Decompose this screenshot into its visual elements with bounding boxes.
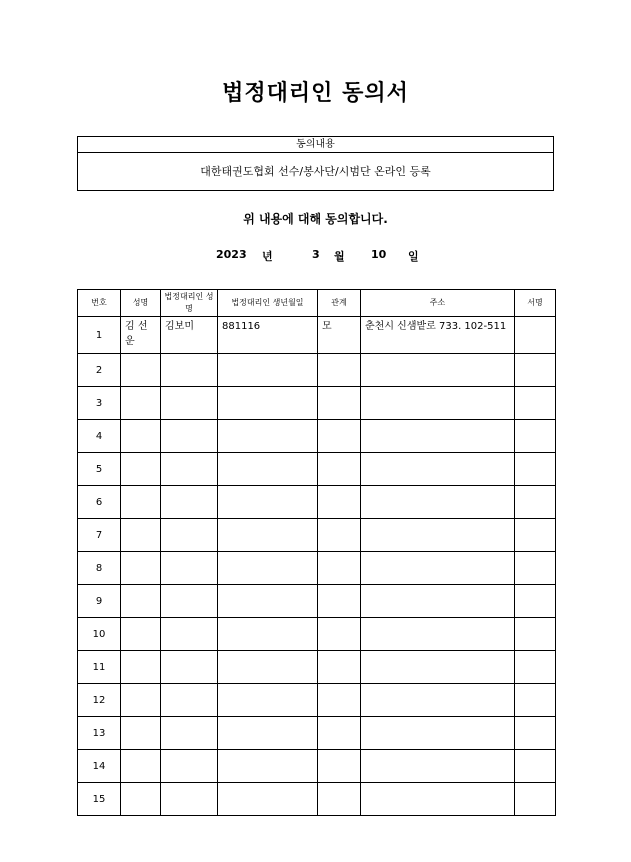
row-number: 4 bbox=[78, 420, 121, 453]
address bbox=[361, 783, 515, 816]
student-name bbox=[121, 717, 161, 750]
signature-cell bbox=[515, 317, 556, 354]
relation bbox=[318, 585, 361, 618]
address bbox=[361, 717, 515, 750]
guardian-birthdate bbox=[218, 684, 318, 717]
address bbox=[361, 453, 515, 486]
guardian-birthdate bbox=[218, 387, 318, 420]
table-header-row bbox=[78, 290, 556, 317]
student-name: 김 선 운 bbox=[121, 317, 161, 354]
address bbox=[361, 420, 515, 453]
signature-cell bbox=[515, 684, 556, 717]
consent-content: 대한태권도협회 선수/봉사단/시범단 온라인 등록 bbox=[200, 165, 431, 178]
table-row bbox=[78, 783, 556, 816]
date-day-unit: 일 bbox=[408, 250, 419, 263]
signature-cell bbox=[515, 354, 556, 387]
signature-cell bbox=[515, 783, 556, 816]
guardian-name bbox=[161, 354, 218, 387]
guardian-table bbox=[77, 289, 556, 816]
table-row bbox=[78, 684, 556, 717]
guardian-name bbox=[161, 684, 218, 717]
signature-cell bbox=[515, 618, 556, 651]
address bbox=[361, 552, 515, 585]
address bbox=[361, 387, 515, 420]
row-number: 10 bbox=[78, 618, 121, 651]
guardian-name bbox=[161, 486, 218, 519]
date-year: 2023 bbox=[216, 248, 247, 261]
guardian-name bbox=[161, 453, 218, 486]
table-row bbox=[78, 717, 556, 750]
guardian-birthdate bbox=[218, 783, 318, 816]
guardian-name bbox=[161, 420, 218, 453]
guardian-birthdate bbox=[218, 519, 318, 552]
signature-cell bbox=[515, 585, 556, 618]
consent-header: 동의내용 bbox=[78, 137, 553, 153]
address bbox=[361, 519, 515, 552]
student-name bbox=[121, 387, 161, 420]
relation bbox=[318, 717, 361, 750]
date-month: 3 bbox=[312, 248, 320, 261]
relation: 모 bbox=[318, 317, 361, 354]
relation bbox=[318, 519, 361, 552]
guardian-birthdate bbox=[218, 354, 318, 387]
date-day: 10 bbox=[371, 248, 387, 261]
signature-cell bbox=[515, 453, 556, 486]
row-number: 5 bbox=[78, 453, 121, 486]
signature-cell bbox=[515, 750, 556, 783]
signature-cell bbox=[515, 519, 556, 552]
row-number: 8 bbox=[78, 552, 121, 585]
address bbox=[361, 585, 515, 618]
signature-cell bbox=[515, 387, 556, 420]
header-guardian-name: 법정대리인 성명 bbox=[161, 290, 218, 317]
row-number: 13 bbox=[78, 717, 121, 750]
consent-box bbox=[77, 136, 554, 191]
relation bbox=[318, 618, 361, 651]
guardian-birthdate bbox=[218, 420, 318, 453]
row-number: 9 bbox=[78, 585, 121, 618]
guardian-birthdate bbox=[218, 585, 318, 618]
guardian-birthdate bbox=[218, 552, 318, 585]
agree-statement: 위 내용에 대해 동의합니다. bbox=[243, 212, 388, 226]
student-name bbox=[121, 420, 161, 453]
header-name: 성명 bbox=[121, 290, 161, 317]
row-number: 11 bbox=[78, 651, 121, 684]
guardian-name bbox=[161, 783, 218, 816]
header-signature: 서명 bbox=[515, 290, 556, 317]
table-row bbox=[78, 387, 556, 420]
guardian-name bbox=[161, 750, 218, 783]
table-row bbox=[78, 519, 556, 552]
student-name bbox=[121, 486, 161, 519]
relation bbox=[318, 354, 361, 387]
student-name bbox=[121, 519, 161, 552]
row-number: 12 bbox=[78, 684, 121, 717]
student-name bbox=[121, 750, 161, 783]
address bbox=[361, 651, 515, 684]
row-number: 14 bbox=[78, 750, 121, 783]
row-number: 1 bbox=[78, 317, 121, 354]
guardian-birthdate bbox=[218, 486, 318, 519]
signature-cell bbox=[515, 420, 556, 453]
relation bbox=[318, 486, 361, 519]
relation bbox=[318, 684, 361, 717]
guardian-name bbox=[161, 618, 218, 651]
table-row bbox=[78, 354, 556, 387]
relation bbox=[318, 453, 361, 486]
guardian-name bbox=[161, 651, 218, 684]
table-row bbox=[78, 585, 556, 618]
guardian-birthdate bbox=[218, 618, 318, 651]
header-address: 주소 bbox=[361, 290, 515, 317]
student-name bbox=[121, 552, 161, 585]
guardian-birthdate bbox=[218, 651, 318, 684]
relation bbox=[318, 420, 361, 453]
row-number: 15 bbox=[78, 783, 121, 816]
guardian-birthdate bbox=[218, 453, 318, 486]
signature-cell bbox=[515, 486, 556, 519]
student-name bbox=[121, 585, 161, 618]
header-relation: 관계 bbox=[318, 290, 361, 317]
address bbox=[361, 684, 515, 717]
relation bbox=[318, 552, 361, 585]
date-year-unit: 년 bbox=[262, 250, 273, 263]
guardian-birthdate: 881116 bbox=[218, 317, 318, 354]
signature-cell bbox=[515, 552, 556, 585]
row-number: 7 bbox=[78, 519, 121, 552]
signature-cell bbox=[515, 651, 556, 684]
table-row bbox=[78, 420, 556, 453]
relation bbox=[318, 387, 361, 420]
signature-cell bbox=[515, 717, 556, 750]
student-name bbox=[121, 783, 161, 816]
table-row bbox=[78, 618, 556, 651]
address bbox=[361, 618, 515, 651]
guardian-birthdate bbox=[218, 750, 318, 783]
address bbox=[361, 750, 515, 783]
date-month-unit: 월 bbox=[334, 250, 345, 263]
student-name bbox=[121, 651, 161, 684]
guardian-name bbox=[161, 717, 218, 750]
student-name bbox=[121, 453, 161, 486]
table-row bbox=[78, 486, 556, 519]
table-row bbox=[78, 317, 556, 354]
guardian-name bbox=[161, 552, 218, 585]
header-no: 번호 bbox=[78, 290, 121, 317]
table-row bbox=[78, 651, 556, 684]
table-row bbox=[78, 552, 556, 585]
table-row bbox=[78, 750, 556, 783]
guardian-name bbox=[161, 387, 218, 420]
table-row bbox=[78, 453, 556, 486]
guardian-birthdate bbox=[218, 717, 318, 750]
header-guardian-birth: 법정대리인 생년월일 bbox=[218, 290, 318, 317]
student-name bbox=[121, 684, 161, 717]
guardian-name bbox=[161, 519, 218, 552]
relation bbox=[318, 651, 361, 684]
guardian-name: 김보미 bbox=[161, 317, 218, 354]
relation bbox=[318, 783, 361, 816]
page-title: 법정대리인 동의서 bbox=[222, 81, 409, 106]
student-name bbox=[121, 354, 161, 387]
relation bbox=[318, 750, 361, 783]
guardian-name bbox=[161, 585, 218, 618]
address: 춘천시 신샘밭로 733. 102-511 bbox=[361, 317, 515, 354]
student-name bbox=[121, 618, 161, 651]
address bbox=[361, 354, 515, 387]
row-number: 2 bbox=[78, 354, 121, 387]
row-number: 3 bbox=[78, 387, 121, 420]
address bbox=[361, 486, 515, 519]
row-number: 6 bbox=[78, 486, 121, 519]
